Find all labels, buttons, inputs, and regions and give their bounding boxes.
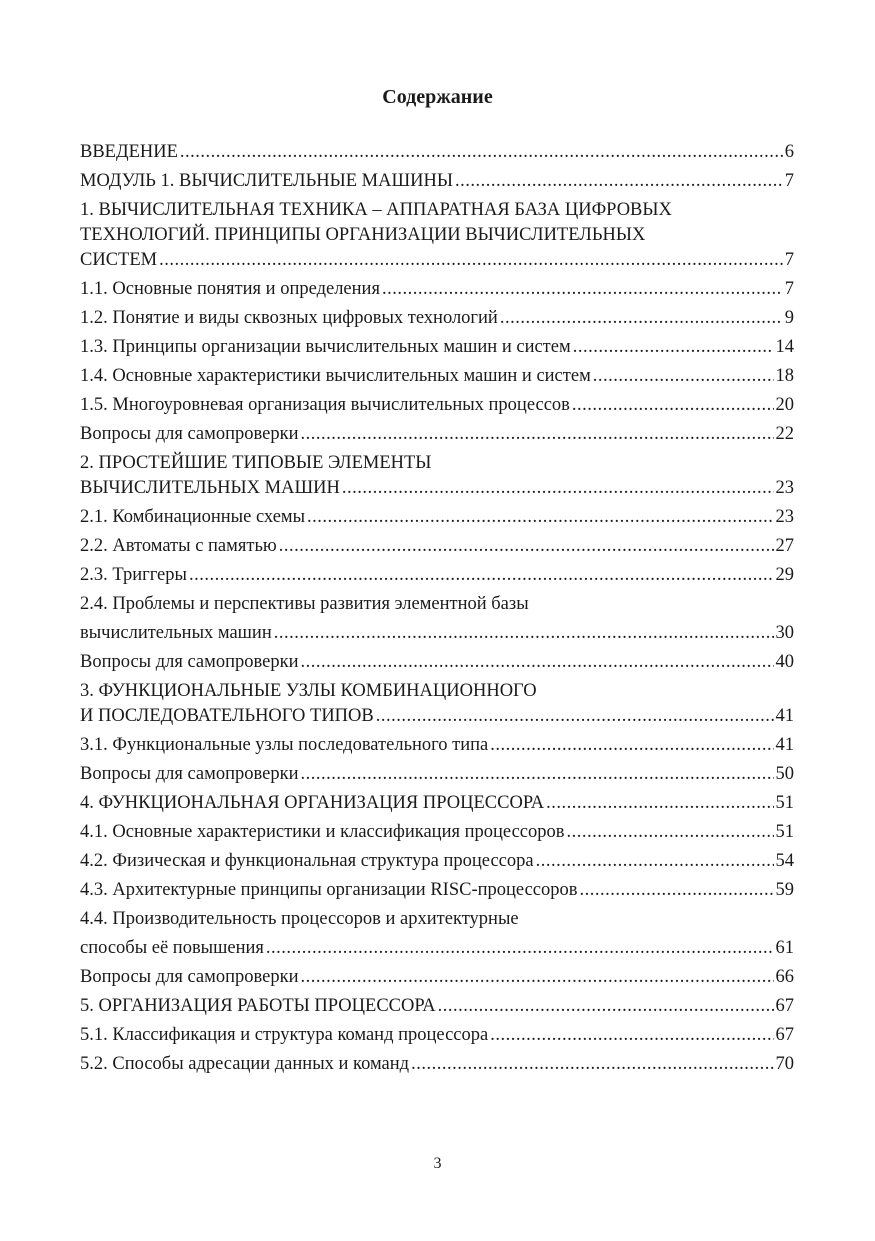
toc-entry[interactable]	[80, 335, 794, 360]
toc-entry-row	[80, 936, 794, 961]
toc-dot-leader	[300, 762, 773, 787]
toc-dot-leader	[307, 505, 773, 530]
toc-entry-title-line: 2.4. Проблемы и перспективы развития элементной базы	[80, 594, 529, 614]
toc-entry-title: 1.5. Многоуровневая организация вычислительных процессов	[80, 395, 570, 415]
toc-entry-title: 2.1. Комбинационные схемы	[80, 507, 306, 527]
toc-entry[interactable]	[80, 198, 794, 273]
toc-page-number: 27	[775, 536, 794, 556]
toc-entry-row	[80, 248, 794, 273]
toc-dot-leader	[593, 364, 774, 389]
toc-entry[interactable]	[80, 563, 794, 588]
toc-page-number: 67	[775, 1025, 794, 1045]
toc-entry-row	[80, 1052, 794, 1077]
toc-page-number: 41	[775, 735, 794, 755]
toc-entry-title: 5.1. Классификация и структура команд процессора	[80, 1025, 489, 1045]
toc-entry-row	[80, 422, 794, 447]
toc-page-number: 7	[784, 279, 794, 299]
toc-entry-row	[80, 1023, 794, 1048]
toc-page-number: 7	[784, 171, 794, 191]
toc-entry[interactable]	[80, 505, 794, 530]
toc-entry-title: 1.3. Принципы организации вычислительных машин и систем	[80, 337, 571, 357]
toc-page-number: 59	[775, 880, 794, 900]
toc-entry[interactable]	[80, 1023, 794, 1048]
toc-page-number: 50	[775, 764, 794, 784]
toc-entry[interactable]	[80, 791, 794, 816]
toc-page-number: 70	[775, 1054, 794, 1074]
toc-entry-title: СИСТЕМ	[80, 250, 158, 270]
toc-entry-title-line: 1. ВЫЧИСЛИТЕЛЬНАЯ ТЕХНИКА – АППАРАТНАЯ БАЗА ЦИФРОВЫХ	[80, 200, 672, 220]
toc-page-number: 7	[784, 250, 794, 270]
toc-entry-title: Вопросы для самопроверки	[80, 424, 299, 444]
toc-entry-title: 3.1. Функциональные узлы последовательного типа	[80, 735, 489, 755]
toc-entry-row	[80, 563, 794, 588]
toc-dot-leader	[438, 994, 774, 1019]
toc-page-number: 6	[784, 142, 794, 162]
toc-entry-title-line: 2. ПРОСТЕЙШИЕ ТИПОВЫЕ ЭЛЕМЕНТЫ	[80, 453, 432, 473]
toc-dot-leader	[536, 849, 774, 874]
toc-entry[interactable]	[80, 820, 794, 845]
toc-dot-leader	[342, 476, 774, 501]
toc-page-number: 18	[775, 366, 794, 386]
toc-entry-title-line: ТЕХНОЛОГИЙ. ПРИНЦИПЫ ОРГАНИЗАЦИИ ВЫЧИСЛИТЕЛЬНЫХ	[80, 225, 646, 245]
toc-entry[interactable]	[80, 592, 794, 646]
table-of-contents	[80, 140, 794, 1081]
toc-dot-leader	[490, 1023, 773, 1048]
toc-entry-row	[80, 650, 794, 675]
toc-page-number: 30	[775, 623, 794, 643]
toc-page-number: 14	[775, 337, 794, 357]
toc-dot-leader	[490, 733, 773, 758]
toc-entry-row	[80, 169, 794, 194]
toc-entry-title: 4.2. Физическая и функциональная структура процессора	[80, 851, 534, 871]
toc-entry-row	[80, 820, 794, 845]
toc-entry[interactable]	[80, 140, 794, 165]
toc-page-number: 23	[775, 478, 794, 498]
toc-dot-leader	[266, 936, 774, 961]
toc-dot-leader	[411, 1052, 773, 1077]
toc-dot-leader	[572, 393, 774, 418]
toc-dot-leader	[376, 704, 774, 729]
toc-entry-row	[80, 364, 794, 389]
toc-dot-leader	[180, 140, 783, 165]
toc-entry-title: 4. ФУНКЦИОНАЛЬНАЯ ОРГАНИЗАЦИЯ ПРОЦЕССОРА	[80, 793, 545, 813]
toc-page-number: 40	[775, 652, 794, 672]
toc-entry-row	[80, 476, 794, 501]
toc-entry-row	[80, 140, 794, 165]
toc-entry[interactable]	[80, 1052, 794, 1077]
toc-entry-row	[80, 762, 794, 787]
toc-entry-title: 4.3. Архитектурные принципы организации RISC-процессоров	[80, 880, 578, 900]
toc-entry-title: ВВЕДЕНИЕ	[80, 142, 178, 162]
toc-entry[interactable]	[80, 534, 794, 559]
page-number: 3	[433, 1155, 442, 1172]
toc-entry-title: способы её повышения	[80, 938, 264, 958]
toc-entry-row	[80, 277, 794, 302]
toc-entry[interactable]	[80, 849, 794, 874]
toc-dot-leader	[500, 306, 783, 331]
toc-entry[interactable]	[80, 762, 794, 787]
toc-entry-row	[80, 505, 794, 530]
toc-entry-row	[80, 704, 794, 729]
toc-entry[interactable]	[80, 422, 794, 447]
toc-entry[interactable]	[80, 965, 794, 990]
toc-dot-leader	[279, 534, 774, 559]
toc-page-number: 9	[784, 308, 794, 328]
toc-entry-title: МОДУЛЬ 1. ВЫЧИСЛИТЕЛЬНЫЕ МАШИНЫ	[80, 171, 453, 191]
toc-entry-title: Вопросы для самопроверки	[80, 764, 299, 784]
page-title: Содержание	[382, 86, 493, 108]
toc-entry-title: 5. ОРГАНИЗАЦИЯ РАБОТЫ ПРОЦЕССОРА	[80, 996, 436, 1016]
toc-entry-title: 1.1. Основные понятия и определения	[80, 279, 380, 299]
toc-entry[interactable]	[80, 994, 794, 1019]
toc-page-number: 54	[775, 851, 794, 871]
toc-entry-title-line: 3. ФУНКЦИОНАЛЬНЫЕ УЗЛЫ КОМБИНАЦИОННОГО	[80, 681, 537, 701]
toc-entry-row	[80, 306, 794, 331]
toc-entry[interactable]	[80, 679, 794, 729]
toc-entry-title: вычислительных машин	[80, 623, 272, 643]
toc-page-number: 66	[775, 967, 794, 987]
toc-dot-leader	[300, 965, 773, 990]
toc-entry[interactable]	[80, 907, 794, 961]
toc-dot-leader	[300, 650, 773, 675]
toc-dot-leader	[566, 820, 773, 845]
toc-entry-row	[80, 534, 794, 559]
toc-entry[interactable]	[80, 878, 794, 903]
toc-entry-row	[80, 335, 794, 360]
toc-entry-title-line: 4.4. Производительность процессоров и архитектурные	[80, 909, 519, 929]
toc-entry-row	[80, 393, 794, 418]
toc-entry-title: 4.1. Основные характеристики и классификация процессоров	[80, 822, 565, 842]
toc-entry-title: 2.2. Автоматы с памятью	[80, 536, 277, 556]
toc-entry[interactable]	[80, 393, 794, 418]
toc-page-number: 22	[775, 424, 794, 444]
toc-dot-leader	[455, 169, 783, 194]
toc-entry-title: 1.2. Понятие и виды сквозных цифровых технологий	[80, 308, 498, 328]
toc-entry-row	[80, 621, 794, 646]
toc-entry[interactable]	[80, 169, 794, 194]
toc-entry-row	[80, 849, 794, 874]
toc-entry-row	[80, 791, 794, 816]
toc-dot-leader	[382, 277, 783, 302]
toc-entry-title: Вопросы для самопроверки	[80, 967, 299, 987]
toc-entry[interactable]	[80, 650, 794, 675]
toc-entry-title: 2.3. Триггеры	[80, 565, 187, 585]
toc-dot-leader	[580, 878, 774, 903]
toc-page-number: 67	[775, 996, 794, 1016]
toc-page-number: 41	[775, 706, 794, 726]
toc-entry-title: И ПОСЛЕДОВАТЕЛЬНОГО ТИПОВ	[80, 706, 374, 726]
toc-page-number: 51	[775, 822, 794, 842]
toc-entry-row	[80, 994, 794, 1019]
toc-entry-title: 5.2. Способы адресации данных и команд	[80, 1054, 410, 1074]
toc-entry-title: Вопросы для самопроверки	[80, 652, 299, 672]
toc-entry-row	[80, 733, 794, 758]
toc-dot-leader	[189, 563, 774, 588]
toc-entry-title: ВЫЧИСЛИТЕЛЬНЫХ МАШИН	[80, 478, 340, 498]
toc-dot-leader	[300, 422, 773, 447]
toc-entry-row	[80, 965, 794, 990]
toc-page-number: 20	[775, 395, 794, 415]
toc-entry-row	[80, 878, 794, 903]
toc-entry[interactable]	[80, 733, 794, 758]
toc-dot-leader	[573, 335, 774, 360]
toc-dot-leader	[159, 248, 783, 273]
toc-entry-title: 1.4. Основные характеристики вычислительных машин и систем	[80, 366, 591, 386]
toc-entry[interactable]	[80, 451, 794, 501]
toc-entry[interactable]	[80, 306, 794, 331]
toc-page-number: 23	[775, 507, 794, 527]
toc-entry[interactable]	[80, 277, 794, 302]
toc-entry[interactable]	[80, 364, 794, 389]
toc-dot-leader	[274, 621, 774, 646]
toc-page-number: 29	[775, 565, 794, 585]
toc-page-number: 51	[775, 793, 794, 813]
toc-page-number: 61	[775, 938, 794, 958]
toc-dot-leader	[546, 791, 773, 816]
